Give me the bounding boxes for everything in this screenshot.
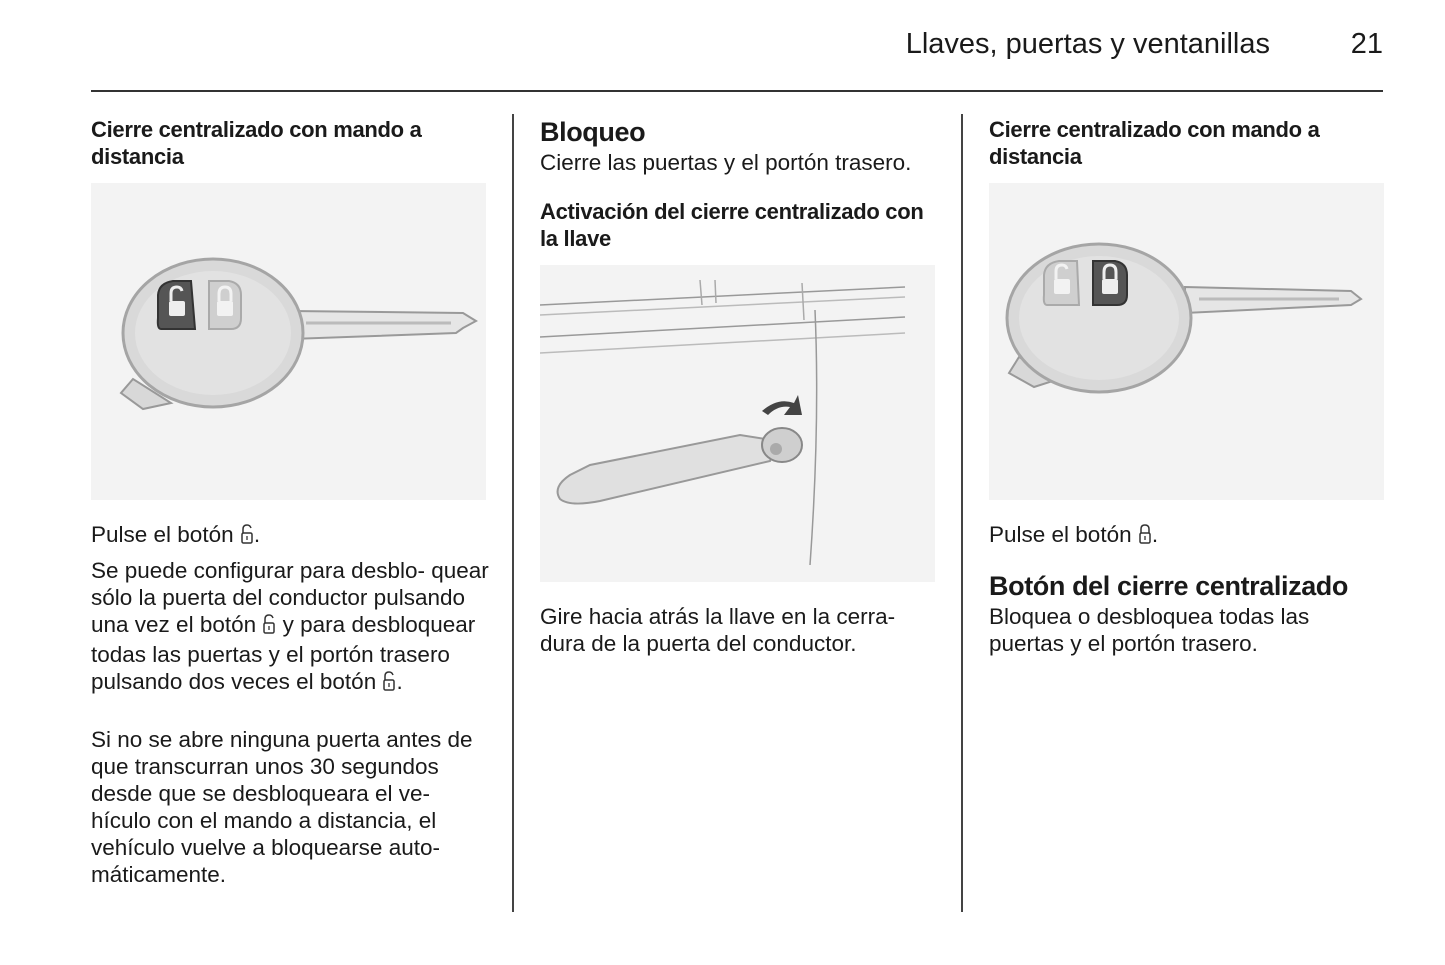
intro-paragraph: Cierre las puertas y el portón trasero. [540, 150, 912, 175]
section-heading: Bloqueo [540, 117, 646, 147]
door-lock-key-figure [540, 265, 935, 582]
unlock-icon [240, 523, 254, 551]
lock-icon [1138, 523, 1152, 551]
section-subheading: Cierre centralizado con mando a distancia [989, 117, 1320, 169]
section-subheading: Activación del cierre centralizado con la llave [540, 199, 924, 251]
column-divider-2 [961, 114, 963, 912]
remote-key-lock-figure [989, 183, 1384, 500]
body-paragraph: Bloquea o desbloquea todas las puertas y el portón trasero. [989, 604, 1310, 656]
remote-key-unlock-figure [91, 183, 486, 500]
body-paragraph: Si no se abre ninguna puerta antes de que transcurran unos 30 segundos desde que se desbloqueara el ve- hículo con el mando a distancia, el vehículo vuelve a bloquearse auto- máticamente. [91, 727, 473, 887]
body-paragraph: Gire hacia atrás la llave en la cerra- dura de la puerta del conductor. [540, 604, 896, 656]
section-heading: Botón del cierre centralizado [989, 571, 1348, 601]
instruction-line: Pulse el botón . [91, 521, 491, 551]
header-divider [91, 90, 1383, 92]
page-title: Llaves, puertas y ventanillas [905, 28, 1270, 60]
body-paragraph: Se puede configurar para desblo- quear sólo la puerta del conductor pulsando una vez el botón y para desbloquear todas las puertas y el portón trasero pulsando dos veces el botón . [91, 557, 491, 698]
page-number: 21 [1350, 28, 1383, 60]
unlock-icon [262, 613, 276, 641]
unlock-icon [382, 670, 396, 698]
instruction-line: Pulse el botón . [989, 521, 1389, 551]
column-divider-1 [512, 114, 514, 912]
section-subheading: Cierre centralizado con mando a distancia [91, 117, 422, 169]
